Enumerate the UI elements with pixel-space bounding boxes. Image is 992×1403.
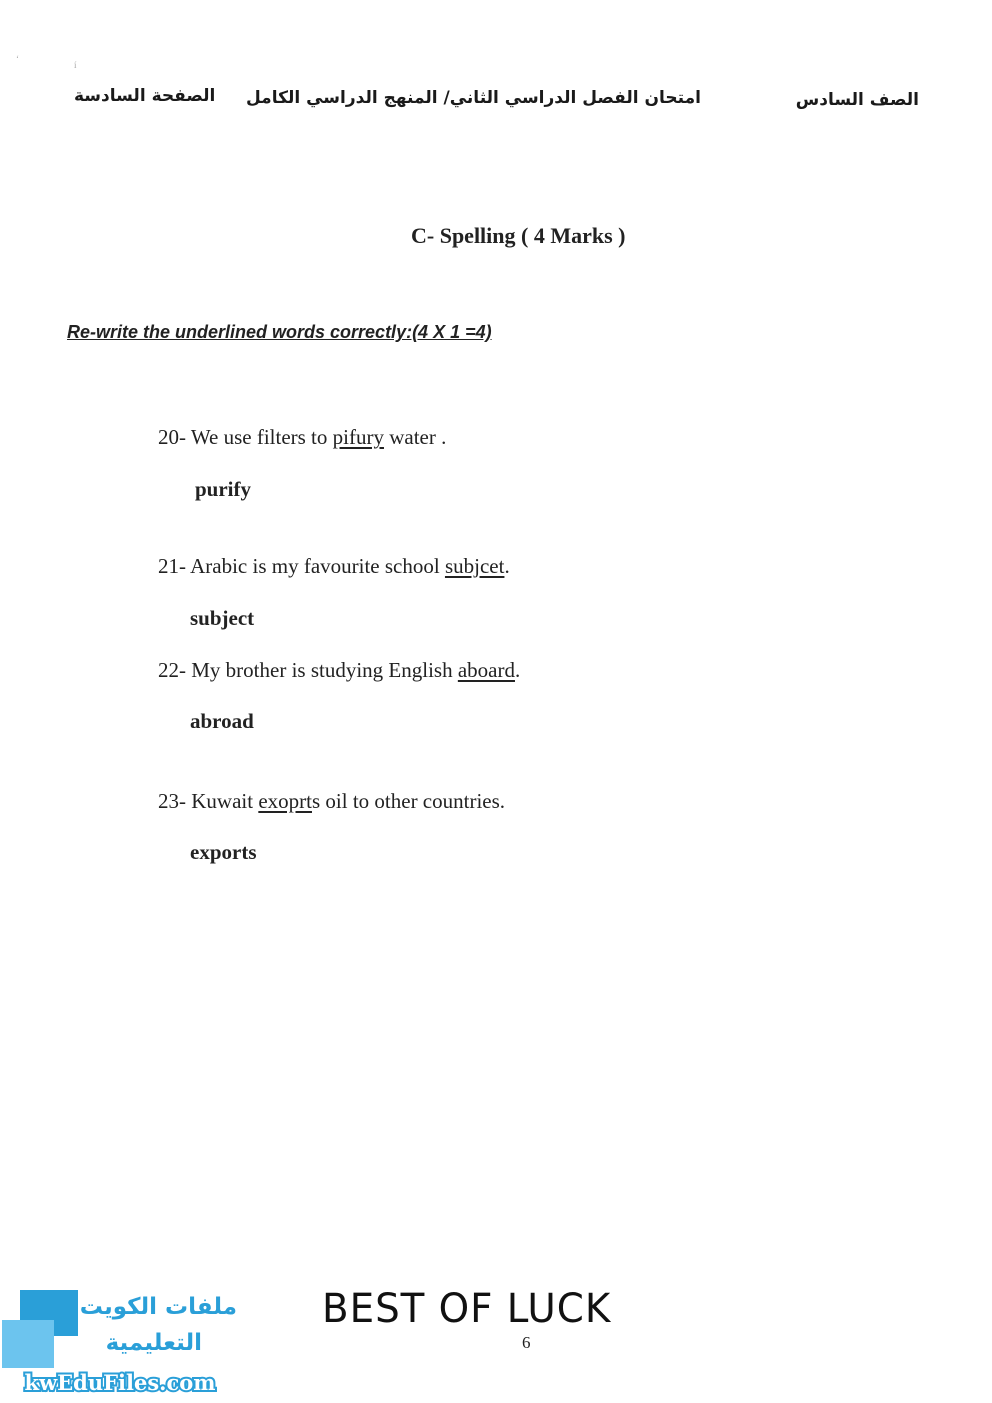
closing-message: BEST OF LUCK — [322, 1286, 612, 1332]
question-20 — [158, 425, 446, 450]
logo-text-line1: ملفات الكويت — [79, 1294, 237, 1320]
question-number: 22- — [158, 658, 186, 682]
page-number: 6 — [522, 1333, 531, 1352]
question-23 — [158, 789, 505, 814]
answer-22: abroad — [190, 709, 254, 733]
question-text-before: My brother is studying English — [191, 658, 453, 682]
underlined-word: pifury — [332, 425, 384, 449]
kwedufiles-logo — [2, 1282, 242, 1398]
logo-text-line3: kwEduFiles.com — [24, 1370, 216, 1395]
header-page-label: الصفحة السادسة — [74, 86, 216, 106]
question-text-before: Arabic is my favourite school — [190, 554, 440, 578]
header-exam-title: امتحان الفصل الدراسي الثاني/ المنهج الدراسي الكامل — [246, 88, 701, 108]
answer-20: purify — [195, 477, 252, 501]
question-text-after: . — [514, 658, 521, 682]
question-22 — [158, 658, 520, 683]
question-text-after: . — [504, 554, 510, 578]
section-title: C- Spelling ( 4 Marks ) — [411, 223, 626, 248]
question-text-before: Kuwait — [191, 789, 254, 813]
answer-23: exports — [190, 840, 257, 864]
scan-speck: í — [74, 60, 77, 70]
question-21 — [158, 554, 510, 579]
question-number: 21- — [158, 554, 186, 578]
question-text-after: water . — [383, 425, 447, 449]
logo-text-line2: التعليمية — [105, 1330, 202, 1356]
logo-block-bottom — [2, 1320, 54, 1368]
question-text-after: s oil to other countries. — [311, 789, 506, 813]
underlined-word: subjcet — [444, 554, 505, 578]
answer-21: subject — [190, 606, 255, 630]
header-grade: الصف السادس — [795, 90, 919, 110]
question-text-before: We use filters to — [190, 425, 328, 449]
underlined-word: aboard — [457, 658, 515, 682]
section-instruction: Re-write the underlined words correctly:(4 X 1 =4) — [67, 322, 492, 342]
underlined-word: exoprt — [258, 789, 312, 813]
question-number: 23- — [158, 789, 186, 813]
scan-speck: ‘ — [16, 54, 19, 64]
question-number: 20- — [158, 425, 186, 449]
